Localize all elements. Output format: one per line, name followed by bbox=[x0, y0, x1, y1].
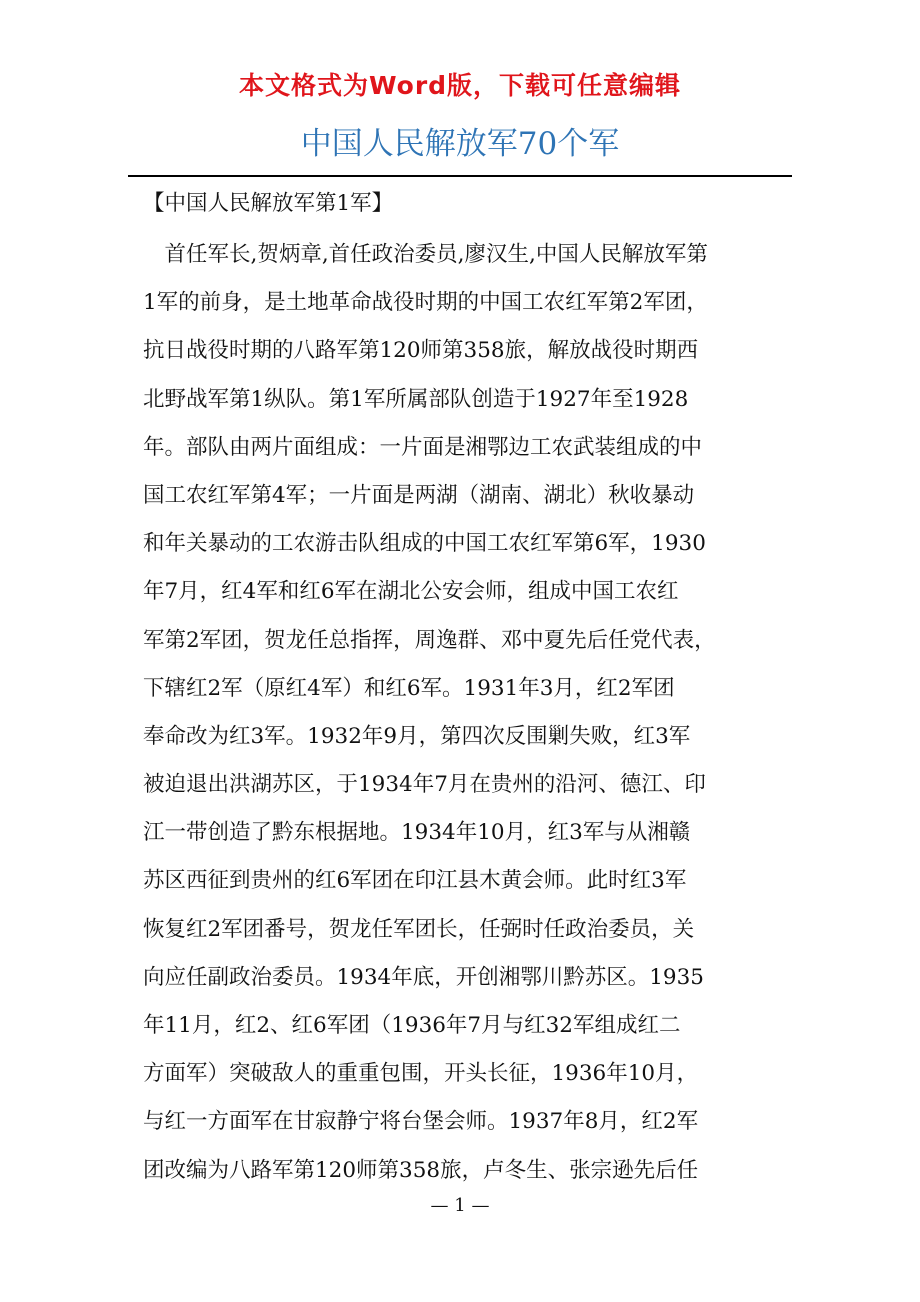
body-line: 和年关暴动的工农游击队组成的中国工农红军第6军，1930 bbox=[143, 531, 706, 557]
body-line: 1军的前身，是土地革命战役时期的中国工农红军第2军团， bbox=[143, 290, 708, 316]
body-line: 年11月，红2、红6军团（1936年7月与红32军组成红二 bbox=[143, 1013, 681, 1038]
body-line: 首任军长,贺炳章,首任政治委员,廖汉生,中国人民解放军第 bbox=[143, 242, 708, 267]
body-line: 国工农红军第4军；一片面是两湖（湖南、湖北）秋收暴动 bbox=[143, 482, 695, 508]
section-heading: 【中国人民解放军第1军】 bbox=[143, 191, 394, 216]
body-line: 被迫退出洪湖苏区，于1934年7月在贵州的沿河、德江、印 bbox=[143, 772, 706, 798]
body-text bbox=[143, 235, 783, 1199]
page-number: — 1 — bbox=[430, 1195, 490, 1216]
body-line: 年。部队由两片面组成：一片面是湘鄂边工农武装组成的中 bbox=[143, 434, 703, 460]
body-line: 苏区西征到贵州的红6军团在印江县木黄会师。此时红3军 bbox=[143, 868, 687, 894]
body-line: 方面军）突破敌人的重重包围，开头长征，1936年10月， bbox=[143, 1061, 699, 1087]
body-line: 江一带创造了黔东根据地。1934年10月，红3军与从湘赣 bbox=[143, 820, 691, 846]
body-line: 年7月，红4军和红6军在湖北公安会师，组成中国工农红 bbox=[143, 579, 679, 605]
body-line: 与红一方面军在甘寂静宁将台堡会师。1937年8月，红2军 bbox=[143, 1109, 699, 1135]
body-line: 向应任副政治委员。1934年底，开创湘鄂川黔苏区。1935 bbox=[143, 964, 704, 990]
body-line: 团改编为八路军第120师第358旅，卢冬生、张宗逊先后任 bbox=[143, 1157, 699, 1183]
body-line: 奉命改为红3军。1932年9月，第四次反围剿失败，红3军 bbox=[143, 723, 691, 749]
body-line: 恢复红2军团番号，贺龙任军团长，任弼时任政治委员，关 bbox=[143, 916, 695, 942]
format-notice-banner: 本文格式为Word版，下载可任意编辑 bbox=[238, 71, 682, 100]
document-title: 中国人民解放军70个军 bbox=[300, 126, 620, 162]
body-line: 下辖红2军（原红4军）和红6军。1931年3月，红2军团 bbox=[143, 675, 675, 701]
body-line: 北野战军第1纵队。第1军所属部队创造于1927年至1928 bbox=[143, 386, 689, 412]
title-divider bbox=[128, 175, 792, 177]
body-line: 军第2军团，贺龙任总指挥，周逸群、邓中夏先后任党代表， bbox=[143, 627, 716, 653]
body-line: 抗日战役时期的八路军第120师第358旅，解放战役时期西 bbox=[143, 338, 699, 364]
